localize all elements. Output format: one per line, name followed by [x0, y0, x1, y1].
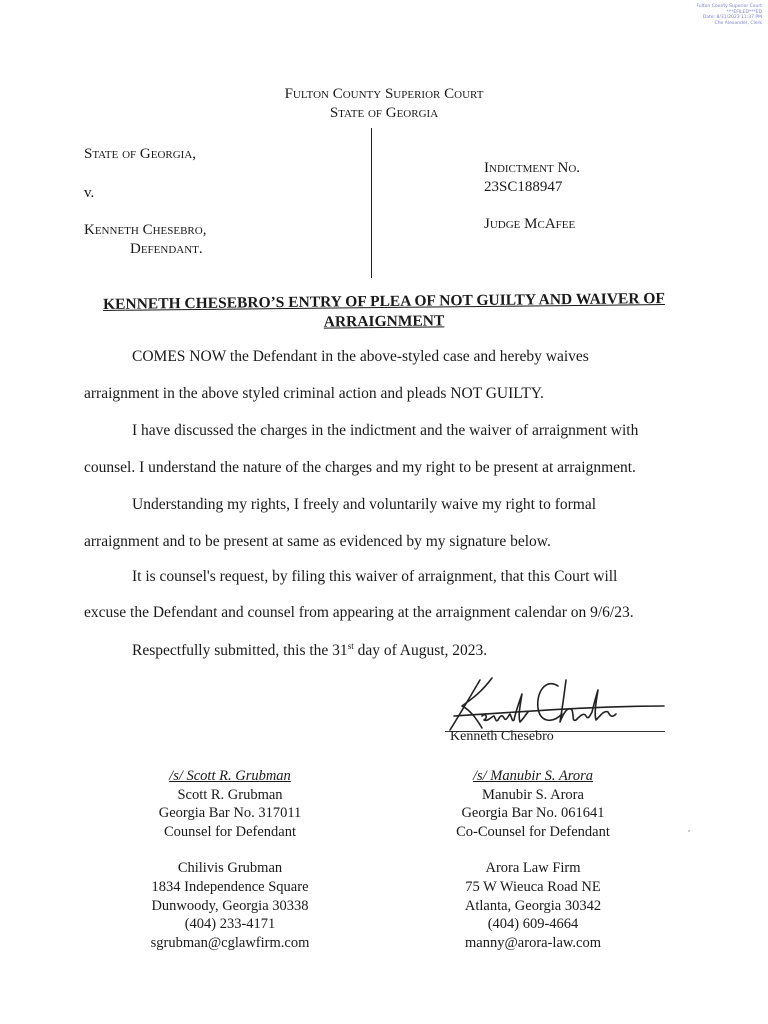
counsel-right-address2: Atlanta, Georgia 30342: [464, 897, 602, 914]
counsel-right-name: Manubir S. Arora: [482, 786, 584, 803]
body-p5: Respectfully submitted, this the 31st day of August, 2023.: [132, 641, 488, 660]
judge-name: Judge McAfee: [484, 216, 576, 232]
court-state: State of Georgia: [329, 105, 439, 121]
court-name: Fulton County Superior Court: [284, 86, 484, 102]
counsel-right-firm: Arora Law Firm: [485, 860, 581, 877]
counsel-left-role: Counsel for Defendant: [163, 823, 297, 840]
counsel-right-role: Co-Counsel for Defendant: [456, 823, 610, 840]
counsel-left-address1: 1834 Independence Square: [151, 878, 309, 895]
counsel-left-sig: /s/ Scott R. Grubman: [169, 768, 291, 784]
indictment-number: 23SC188947: [484, 179, 563, 195]
body-p1-line2: arraignment in the above styled criminal action and pleads NOT GUILTY.: [84, 385, 544, 402]
stamp-line: Fulton County Superior Court: [696, 4, 762, 9]
body-p3-line1: Understanding my rights, I freely and voluntarily waive my right to formal: [132, 496, 597, 513]
body-p1-line1: COMES NOW the Defendant in the above-styled case and hereby waives: [132, 348, 589, 365]
body-p2-line1: I have discussed the charges in the indictment and the waiver of arraignment with: [132, 422, 639, 439]
counsel-left-firm: Chilivis Grubman: [177, 860, 283, 877]
body-p4-line2: excuse the Defendant and counsel from appearing at the arraignment calendar on 9/6/23.: [84, 604, 634, 621]
counsel-left-address2: Dunwoody, Georgia 30338: [151, 897, 309, 914]
efiling-stamp: [642, 4, 762, 26]
body-p4-line1: It is counsel's request, by filing this waiver of arraignment, that this Court will: [132, 568, 618, 585]
stamp-line: Che Alexander, Clerk: [714, 20, 762, 26]
counsel-right-bar: Georgia Bar No. 061641: [461, 805, 605, 822]
indictment-label: Indictment No.: [484, 160, 581, 176]
counsel-left-name: Scott R. Grubman: [177, 786, 283, 803]
counsel-right-phone: (404) 609-4664: [487, 916, 579, 933]
counsel-right-block: [408, 767, 658, 952]
counsel-right-email: manny@arora-law.com: [464, 934, 601, 951]
stamp-line: Date: 8/31/2023 11:37 PM: [702, 15, 762, 20]
body-p3-line2: arraignment and to be present at same as evidenced by my signature below.: [84, 533, 551, 550]
counsel-right-sig: /s/ Manubir S. Arora: [472, 768, 594, 784]
counsel-right-address1: 75 W Wieuca Road NE: [465, 878, 601, 895]
caption-plaintiff: State of Georgia,: [84, 146, 197, 162]
counsel-left-bar: Georgia Bar No. 317011: [158, 805, 302, 822]
signer-printed-name: Kenneth Chesebro: [450, 729, 554, 744]
caption-divider: [371, 128, 372, 278]
caption-defendant-name: Kenneth Chesebro,: [84, 222, 207, 238]
counsel-left-block: [105, 767, 355, 952]
document-title-line2: ARRAIGNMENT: [323, 312, 445, 331]
caption-defendant-role: Defendant.: [130, 241, 203, 257]
body-p2-line2: counsel. I understand the nature of the charges and my right to be present at arraignment.: [84, 459, 636, 476]
scan-speck: [688, 830, 690, 832]
counsel-left-phone: (404) 233-4171: [184, 916, 276, 933]
document-title-line1: KENNETH CHESEBRO’S ENTRY OF PLEA OF NOT GUILTY AND WAIVER OF: [102, 290, 666, 313]
caption-versus: v.: [84, 185, 95, 201]
stamp-line: ***EFILED***ED: [726, 9, 762, 15]
counsel-left-email: sgrubman@cglawfirm.com: [150, 934, 310, 951]
